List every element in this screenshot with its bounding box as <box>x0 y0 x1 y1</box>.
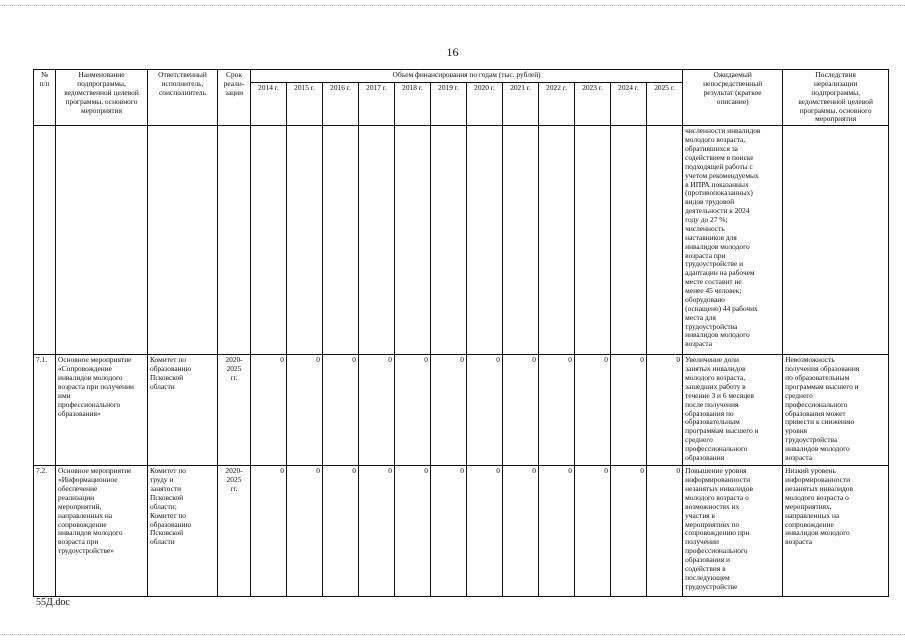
header-term: Срок реали- зации <box>218 70 251 126</box>
row-value: 0 <box>575 466 611 597</box>
header-year: 2022 г. <box>539 82 575 126</box>
row-result: Повышение уровня информированности незанятых инвалидов молодого возраста о возможностях их участия в мероприятиях по сопровождению при получении профессионального образования и содействия в последующем трудоустройстве <box>683 466 783 597</box>
table-row <box>34 355 889 466</box>
continuation-result: численности инвалидов молодого возраста, обратившихся за содействием в поиске подходящей работы с учетом рекомендуемых в ИПРА показанных (противопоказанных) видов трудовой деятельности к 2024 году до 27 %; численность наставников для инвалидов молодого возраста при трудоустройстве и адаптации на рабочем месте составит не менее 45 человек; оборудовано (оснащено) 44 рабочих места для трудоустройства инвалидов молодого возраста <box>683 126 783 355</box>
row-value: 0 <box>467 466 503 597</box>
row-consequences: Невозможность получения образования по образовательным программам высшего и среднего профессионального образования может привести к снижению уровня трудоустройства инвалидов молодого возраста <box>783 355 889 466</box>
row-result: Увеличение доли занятых инвалидов молодого возраста, зашедших работу в течение 3 и 6 месяцев после получения образования по образовательным программам высшего и среднего профессионального образования <box>683 355 783 466</box>
header-year: 2018 г. <box>395 82 431 126</box>
row-executor: Комитет по труду и занятости Псковской области; Комитет по образованию Псковской области <box>148 466 218 597</box>
funding-table <box>33 69 889 597</box>
header-consequences: Последствия нереализации подпрограммы, ведомственной целевой программы, основного мероприятия <box>783 70 889 126</box>
row-value: 0 <box>539 466 575 597</box>
scan-bottom-edge <box>0 634 905 635</box>
row-value: 0 <box>323 466 359 597</box>
row-value: 0 <box>647 355 683 466</box>
row-value: 0 <box>395 466 431 597</box>
row-value: 0 <box>503 466 539 597</box>
row-value: 0 <box>287 355 323 466</box>
table-row <box>34 466 889 597</box>
row-value: 0 <box>611 355 647 466</box>
row-value: 0 <box>251 466 287 597</box>
row-value: 0 <box>359 466 395 597</box>
scan-top-edge <box>0 5 905 6</box>
row-value: 0 <box>251 355 287 466</box>
row-value: 0 <box>575 355 611 466</box>
row-value: 0 <box>467 355 503 466</box>
header-funding: Объем финансирования по годам (тыс. рублей) <box>251 70 683 83</box>
row-term: 2020- 2025 гг. <box>218 355 251 466</box>
header-year: 2017 г. <box>359 82 395 126</box>
row-name: Основное мероприятие «Информационное обеспечение реализации мероприятий, направленных на сопровождение инвалидов молодого возраста при трудоустройстве» <box>56 466 148 597</box>
header-name: Наименование подпрограммы, ведомственной целевой программы, основного мероприятия <box>56 70 148 126</box>
header-year: 2015 г. <box>287 82 323 126</box>
row-num: 7.2. <box>34 466 56 597</box>
row-value: 0 <box>431 466 467 597</box>
row-value: 0 <box>503 355 539 466</box>
header-year: 2016 г. <box>323 82 359 126</box>
header-year: 2019 г. <box>431 82 467 126</box>
row-num: 7.1. <box>34 355 56 466</box>
row-executor: Комитет по образованию Псковской области <box>148 355 218 466</box>
row-value: 0 <box>611 466 647 597</box>
page-number: 16 <box>446 45 459 59</box>
row-value: 0 <box>539 355 575 466</box>
row-name: Основное мероприятие «Сопровождение инвалидов молодого возраста при получении ими профессионального образования» <box>56 355 148 466</box>
header-result: Ожидаемый непосредственный результат (краткое описание) <box>683 70 783 126</box>
header-year: 2025 г. <box>647 82 683 126</box>
header-executor: Ответственный исполнитель, соисполнитель <box>148 70 218 126</box>
header-num: № п/п <box>34 70 56 126</box>
header-year: 2024 г. <box>611 82 647 126</box>
header-year: 2020 г. <box>467 82 503 126</box>
table-row-continuation <box>34 126 889 355</box>
row-value: 0 <box>359 355 395 466</box>
header-year: 2021 г. <box>503 82 539 126</box>
row-value: 0 <box>431 355 467 466</box>
row-value: 0 <box>323 355 359 466</box>
row-value: 0 <box>647 466 683 597</box>
row-value: 0 <box>287 466 323 597</box>
footer-filename: 55Д.doc <box>36 597 70 608</box>
row-consequences: Низкий уровень информированности незанятых инвалидов молодого возраста о мероприятиях, направленных на сопровождение инвалидов молодого возраста <box>783 466 889 597</box>
row-term: 2020- 2025 гг. <box>218 466 251 597</box>
header-year: 2023 г. <box>575 82 611 126</box>
header-year: 2014 г. <box>251 82 287 126</box>
row-value: 0 <box>395 355 431 466</box>
